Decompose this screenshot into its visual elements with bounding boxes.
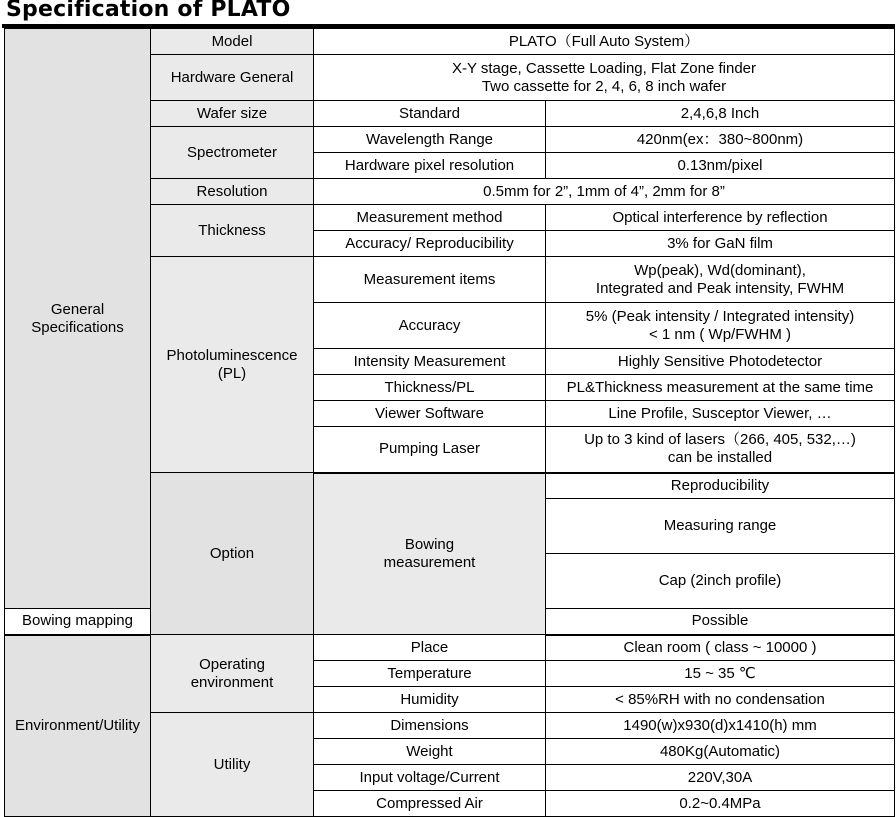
table-row [5,29,895,55]
spec-value: Up to 3 kind of lasers（266, 405, 532,…) can be installed [546,427,895,473]
category-environment: Environment/Utility [5,635,151,817]
spec-value: 0.5mm for 2”, 1mm of 4”, 2mm for 8” [314,179,895,205]
group-resolution: Resolution [151,179,314,205]
spec-item: Dimensions [314,713,546,739]
spec-value: 3% for GaN film [546,231,895,257]
spec-value: 2,4,6,8 Inch [546,101,895,127]
spec-value: Optical interference by reflection [546,205,895,231]
spec-value: 5% (Peak intensity / Integrated intensity) < 1 nm ( Wp/FWHM ) [546,303,895,349]
group-wafer-size: Wafer size [151,101,314,127]
spec-item: Hardware pixel resolution [314,153,546,179]
spec-value: PL&Thickness measurement at the same time [546,375,895,401]
spec-table [4,28,895,817]
spec-value: 420nm(ex：380~800nm) [546,127,895,153]
group-photoluminescence: Photoluminescence (PL) [151,257,314,473]
spec-value: 0.13nm/pixel [546,153,895,179]
spec-item: Compressed Air [314,791,546,817]
spec-item: Cap (2inch profile) [546,554,895,609]
spec-item: Accuracy [314,303,546,349]
category-general: General Specifications [5,29,151,609]
spec-item: Humidity [314,687,546,713]
group-model: Model [151,29,314,55]
spec-item: Weight [314,739,546,765]
group-thickness: Thickness [151,205,314,257]
spec-item: Measurement items [314,257,546,303]
spec-item: Standard [314,101,546,127]
spec-item: Intensity Measurement [314,349,546,375]
spec-item: Place [314,635,546,661]
page-title: Specification of PLATO [6,0,291,22]
spec-value: 1490(w)x930(d)x1410(h) mm [546,713,895,739]
spec-item: Wavelength Range [314,127,546,153]
spec-item: Pumping Laser [314,427,546,473]
spec-value: Possible [546,609,895,635]
spec-value: Line Profile, Susceptor Viewer, … [546,401,895,427]
group-hardware: Hardware General [151,55,314,101]
spec-item: Accuracy/ Reproducibility [314,231,546,257]
group-operating-environment: Operating environment [151,635,314,713]
spec-value: Clean room ( class ~ 10000 ) [546,635,895,661]
spec-item: Reproducibility [546,473,895,499]
spec-item: Temperature [314,661,546,687]
spec-value: 15 ~ 35 ℃ [546,661,895,687]
spec-item: Viewer Software [314,401,546,427]
spec-value: 220V,30A [546,765,895,791]
group-bowing: Bowing measurement [314,473,546,635]
group-spectrometer: Spectrometer [151,127,314,179]
spec-value: Wp(peak), Wd(dominant), Integrated and Peak intensity, FWHM [546,257,895,303]
spec-value: Highly Sensitive Photodetector [546,349,895,375]
spec-value: < 85%RH with no condensation [546,687,895,713]
category-option: Option [151,473,314,635]
table-row [5,635,895,661]
spec-value: PLATO（Full Auto System） [314,29,895,55]
spec-value: X-Y stage, Cassette Loading, Flat Zone finder Two cassette for 2, 4, 6, 8 inch wafer [314,55,895,101]
spec-item: Input voltage/Current [314,765,546,791]
spec-item: Thickness/PL [314,375,546,401]
spec-value: 480Kg(Automatic) [546,739,895,765]
group-utility: Utility [151,713,314,817]
spec-value: 0.2~0.4MPa [546,791,895,817]
spec-item: Bowing mapping [5,609,151,635]
spec-item: Measurement method [314,205,546,231]
spec-item: Measuring range [546,499,895,554]
